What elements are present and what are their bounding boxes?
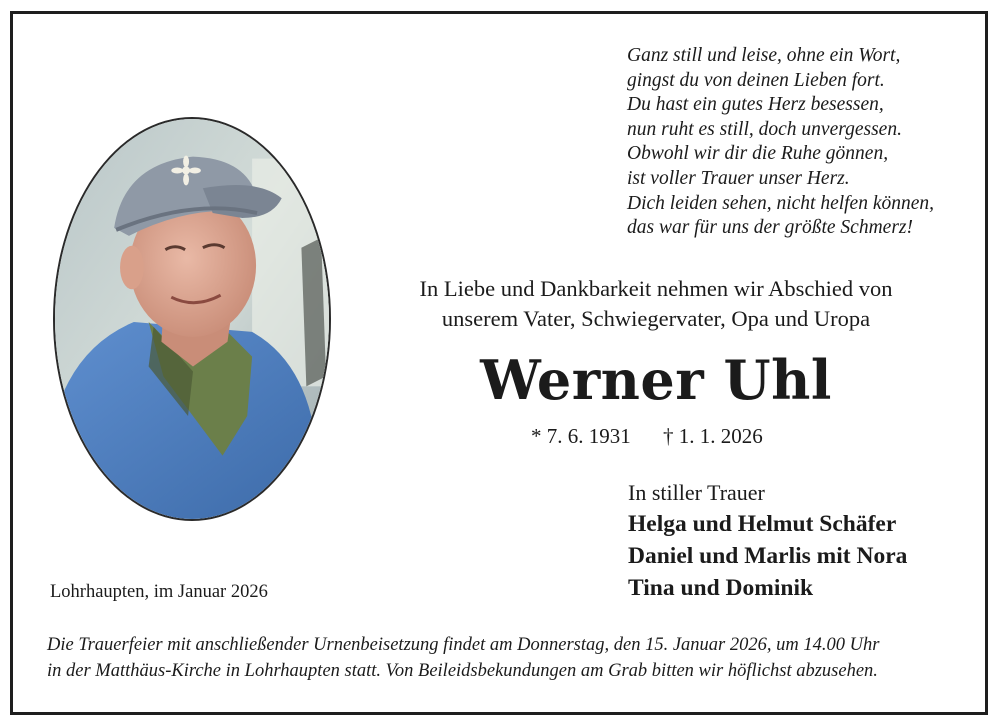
intro-text bbox=[350, 274, 962, 334]
birth-date: * 7. 6. 1931 bbox=[531, 424, 631, 448]
family-name: Daniel und Marlis mit Nora bbox=[628, 543, 908, 569]
intro-line: unserem Vater, Schwiegervater, Opa und Uropa bbox=[441, 306, 871, 331]
family-name: Tina und Dominik bbox=[628, 575, 814, 601]
poem-line: Obwohl wir dir die Ruhe gönnen, bbox=[627, 143, 889, 165]
portrait-illustration bbox=[55, 119, 329, 519]
poem-line: Du hast ein gutes Herz besessen, bbox=[627, 94, 884, 116]
poem-line: nun ruht es still, doch unvergessen. bbox=[627, 118, 902, 140]
portrait-photo bbox=[53, 117, 331, 521]
poem-line: das war für uns der größte Schmerz! bbox=[627, 217, 913, 239]
deceased-name: Werner Uhl bbox=[480, 348, 832, 412]
place-and-date: Lohrhaupten, im Januar 2026 bbox=[50, 582, 268, 602]
notice-line: Die Trauerfeier mit anschließender Urnenbeisetzung findet am Donnerstag, den 15. Januar 2026, um 14.00 Uhr bbox=[47, 635, 880, 655]
death-date: † 1. 1. 2026 bbox=[663, 424, 763, 448]
funeral-notice bbox=[47, 632, 967, 684]
mourning-label: In stiller Trauer bbox=[628, 480, 765, 505]
notice-line: in der Matthäus-Kirche in Lohrhaupten statt. Von Beileidsbekundungen am Grab bitten wir höflichst abzusehen. bbox=[47, 661, 878, 681]
poem-line: gingst du von deinen Lieben fort. bbox=[627, 69, 885, 91]
mourners-block bbox=[628, 478, 973, 604]
poem-line: Ganz still und leise, ohne ein Wort, bbox=[627, 45, 901, 66]
poem-line: Dich leiden sehen, nicht helfen können, bbox=[627, 192, 935, 214]
poem bbox=[627, 44, 967, 241]
poem-line: ist voller Trauer unser Herz. bbox=[627, 167, 850, 189]
family-name: Helga und Helmut Schäfer bbox=[628, 511, 897, 537]
intro-line: In Liebe und Dankbarkeit nehmen wir Abschied von bbox=[419, 276, 893, 301]
